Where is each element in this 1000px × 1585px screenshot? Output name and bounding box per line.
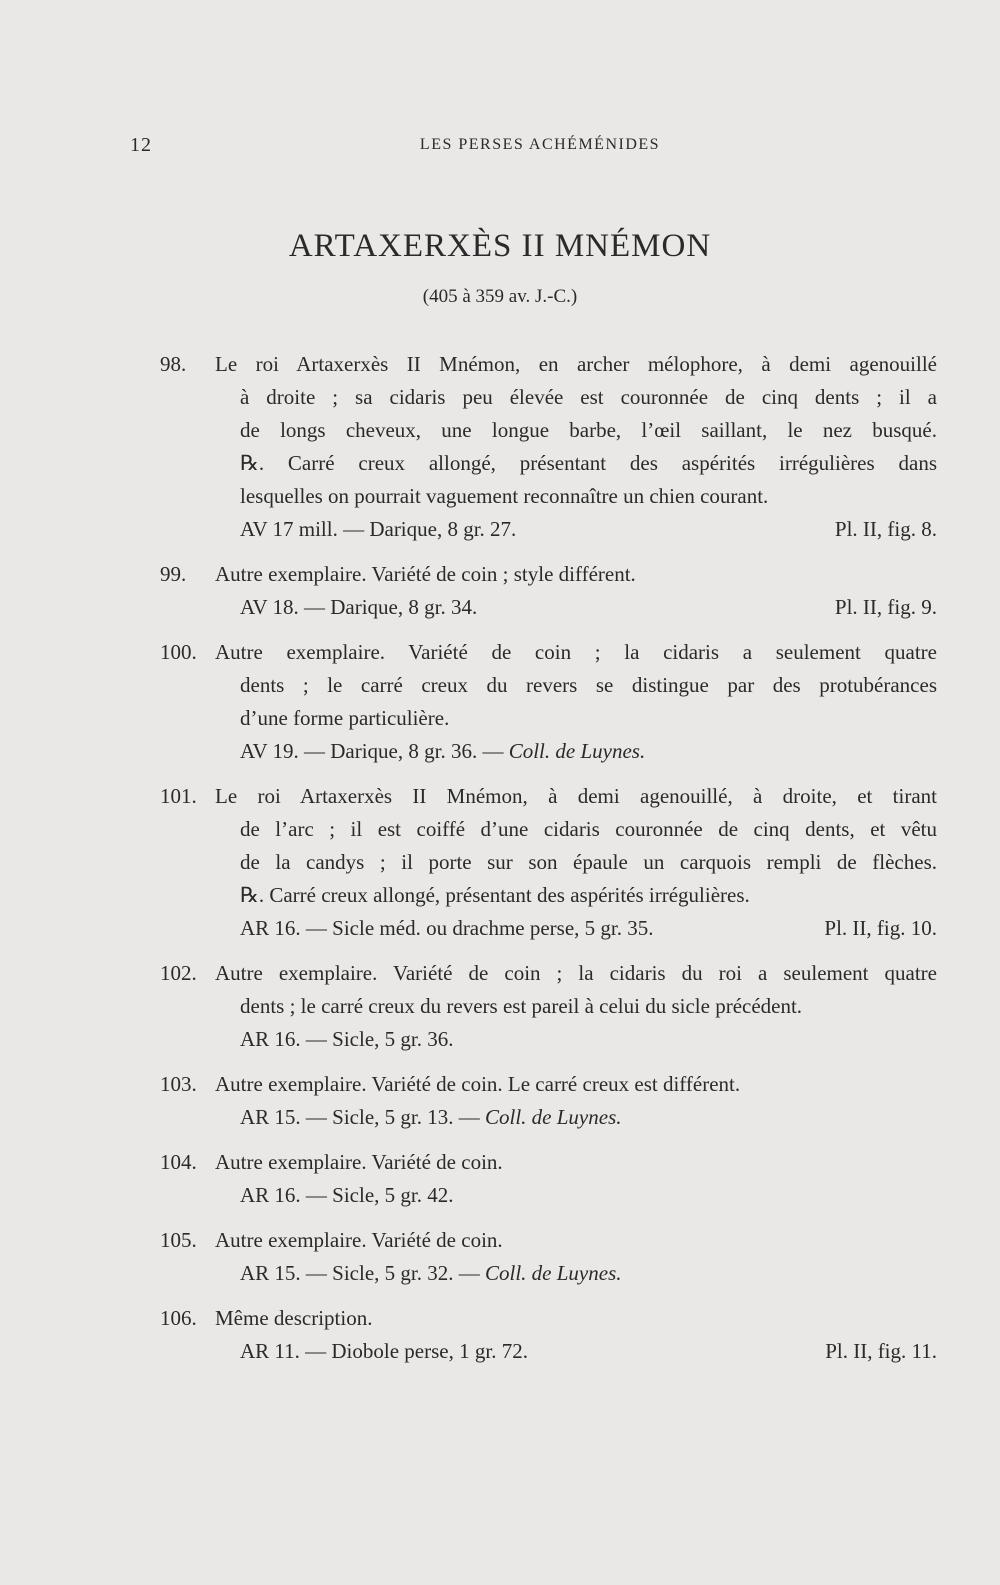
plate-reference: Pl. II, fig. 8. bbox=[834, 517, 937, 541]
catalogue-entry bbox=[0, 957, 1000, 1056]
entry-text-line: de l’arc ; il est coiffé d’une cidaris couronnée de cinq dents, et vêtu bbox=[240, 817, 937, 841]
entry-spec-text: AR 11. — Diobole perse, 1 gr. 72. bbox=[240, 1339, 528, 1363]
plate-reference: Pl. II, fig. 11. bbox=[825, 1339, 937, 1363]
entry-collection: Coll. de Luynes. bbox=[485, 1261, 622, 1285]
entry-specs bbox=[240, 1023, 937, 1056]
entry-spec-text: AR 16. — Sicle, 5 gr. 42. bbox=[240, 1183, 454, 1207]
entry-text-line: ℞. Carré creux allongé, présentant des aspérités irrégulières dans bbox=[240, 451, 937, 475]
entry-spec-text: AR 15. — Sicle, 5 gr. 32. — bbox=[240, 1261, 480, 1285]
entry-text-line: Autre exemplaire. Variété de coin ; la cidaris du roi a seulement quatre bbox=[215, 961, 937, 985]
catalogue-entry bbox=[0, 1146, 1000, 1212]
entry-text-line: Autre exemplaire. Variété de coin. Le carré creux est différent. bbox=[215, 1072, 741, 1096]
catalogue-entry bbox=[0, 636, 1000, 768]
entry-spec-text: AR 16. — Sicle méd. ou drachme perse, 5 gr. 35. bbox=[240, 916, 654, 940]
entry-specs bbox=[240, 1101, 937, 1134]
entry-text-line: ℞. Carré creux allongé, présentant des aspérités irrégulières. bbox=[240, 883, 750, 907]
page-header bbox=[130, 134, 950, 160]
catalogue-entry bbox=[0, 1302, 1000, 1368]
entry-specs bbox=[240, 591, 937, 624]
entry-number: 102. bbox=[160, 961, 197, 985]
entry-text-line: dents ; le carré creux du revers est pareil à celui du sicle précédent. bbox=[240, 994, 803, 1018]
entry-number: 106. bbox=[160, 1306, 197, 1330]
section-dates: (405 à 359 av. J.-C.) bbox=[422, 286, 578, 307]
catalogue-entry bbox=[0, 780, 1000, 945]
entry-text-line: de longs cheveux, une longue barbe, l’œil saillant, le nez busqué. bbox=[240, 418, 937, 442]
entry-text-line: Même description. bbox=[215, 1306, 373, 1330]
plate-reference: Pl. II, fig. 10. bbox=[824, 916, 937, 940]
entry-collection: Coll. de Luynes. bbox=[508, 739, 646, 763]
page-number: 12 bbox=[130, 134, 152, 156]
entry-spec-text: AR 16. — Sicle, 5 gr. 36. bbox=[240, 1027, 454, 1051]
entry-collection: Coll. de Luynes. bbox=[485, 1105, 622, 1129]
catalogue-entry bbox=[0, 1224, 1000, 1290]
entry-number: 99. bbox=[160, 562, 187, 586]
section-title: ARTAXERXÈS II MNÉMON bbox=[288, 228, 712, 264]
entry-number: 105. bbox=[160, 1228, 197, 1252]
entry-number: 98. bbox=[160, 352, 187, 376]
entry-text-line: Autre exemplaire. Variété de coin ; style différent. bbox=[215, 562, 636, 586]
entry-text-line: dents ; le carré creux du revers se distingue par des protubérances bbox=[240, 673, 937, 697]
entry-spec-text: AR 15. — Sicle, 5 gr. 13. — bbox=[240, 1105, 480, 1129]
entry-number: 101. bbox=[160, 784, 197, 808]
plate-reference: Pl. II, fig. 9. bbox=[834, 595, 937, 619]
entry-text-line: Autre exemplaire. Variété de coin ; la cidaris a seulement quatre bbox=[215, 640, 937, 664]
entry-specs bbox=[240, 1335, 937, 1368]
catalogue-entries bbox=[0, 348, 1000, 1380]
running-head: LES PERSES ACHÉMÉNIDES bbox=[419, 136, 661, 153]
entry-number: 100. bbox=[160, 640, 197, 664]
entry-text-line: Le roi Artaxerxès II Mnémon, en archer mélophore, à demi agenouillé bbox=[215, 352, 937, 376]
entry-specs bbox=[240, 912, 937, 945]
entry-number: 104. bbox=[160, 1150, 197, 1174]
entry-text-line: Autre exemplaire. Variété de coin. bbox=[215, 1228, 503, 1252]
entry-specs bbox=[240, 735, 937, 768]
entry-text-line: à droite ; sa cidaris peu élevée est couronnée de cinq dents ; il a bbox=[240, 385, 937, 409]
catalogue-entry bbox=[0, 558, 1000, 624]
entry-specs bbox=[240, 1179, 937, 1212]
entry-number: 103. bbox=[160, 1072, 197, 1096]
entry-text-line: Le roi Artaxerxès II Mnémon, à demi agenouillé, à droite, et tirant bbox=[215, 784, 937, 808]
entry-text-line: Autre exemplaire. Variété de coin. bbox=[215, 1150, 503, 1174]
entry-text-line: de la candys ; il porte sur son épaule un carquois rempli de flèches. bbox=[240, 850, 937, 874]
entry-specs bbox=[240, 513, 937, 546]
entry-text-line: d’une forme particulière. bbox=[240, 706, 450, 730]
entry-specs bbox=[240, 1257, 937, 1290]
catalogue-entry bbox=[0, 1068, 1000, 1134]
entry-spec-text: AV 19. — Darique, 8 gr. 36. — bbox=[240, 739, 504, 763]
entry-spec-text: AV 18. — Darique, 8 gr. 34. bbox=[240, 595, 478, 619]
entry-text-line: lesquelles on pourrait vaguement reconnaître un chien courant. bbox=[240, 484, 769, 508]
catalogue-entry bbox=[0, 348, 1000, 546]
entry-spec-text: AV 17 mill. — Darique, 8 gr. 27. bbox=[240, 517, 517, 541]
